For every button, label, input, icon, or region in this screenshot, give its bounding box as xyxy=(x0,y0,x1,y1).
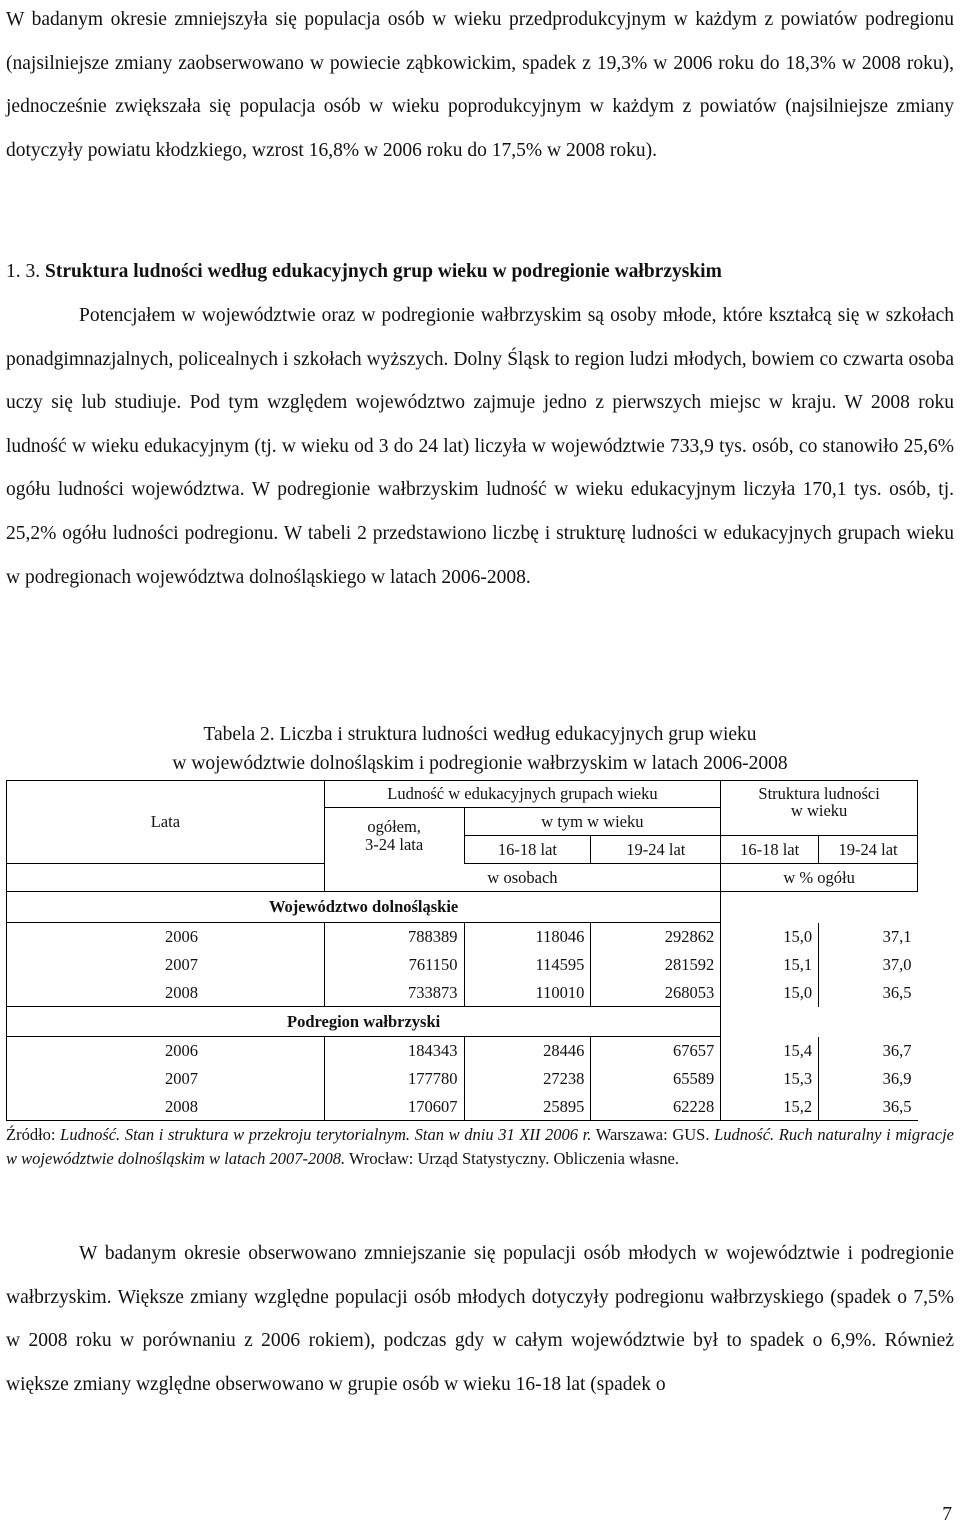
region-row-spacer xyxy=(721,1007,918,1037)
cell-19-24-percent: 37,1 xyxy=(882,926,912,946)
cell-19-24: 281592 xyxy=(591,951,721,979)
cell-19-24-percent: 36,5 xyxy=(882,982,912,1002)
cell-19-24: 67657 xyxy=(591,1037,721,1065)
paragraph-education-age: Potencjałem w województwie oraz w podregionie wałbrzyskim są osoby młode, które kształcą się w szkołach ponadgimnazjalnych, policealnych i szkołach wyższych. Dolny Śląsk to region ludzi młodych, bowiem co czwarta osoba uczy się lub studiuje. Pod tym względem województwo zajmuje jedno z pierwszych miejsc w kraju. W 2008 roku ludność w wieku edukacyjnym (tj. w wieku od 3 do 24 lat) liczyła w województwie 733,9 tys. osób, co stanowiło 25,6% ogółu ludności województwa. W podregionie wałbrzyskim ludność w wieku edukacyjnym liczyła 170,1 tys. osób, tj. 25,2% ogółu ludności podregionu. W tabeli 2 przedstawiono liczbę i strukturę ludności w edukacyjnych grupach wieku w podregionach województwa dolnośląskiego w latach 2006-2008. xyxy=(6,305,954,588)
cell-total: 184343 xyxy=(324,1037,464,1065)
cell-16-18-percent: 15,4 xyxy=(721,1037,819,1065)
cell-year: 2008 xyxy=(7,979,325,1007)
source-ref-1-publisher: Warszawa: GUS. xyxy=(595,1125,710,1144)
cell-19-24-percent: 36,7 xyxy=(882,1040,912,1060)
cell-16-18-percent: 15,2 xyxy=(721,1093,819,1121)
region-row-subregion: Podregion wałbrzyski xyxy=(7,1007,721,1037)
cell-19-24: 292862 xyxy=(591,923,721,951)
cell-16-18: 110010 xyxy=(464,979,591,1007)
header-group-population: Ludność w edukacyjnych grupach wieku xyxy=(324,781,721,808)
header-blank xyxy=(7,864,325,892)
header-19-24-percent: 19-24 lat xyxy=(819,836,918,864)
header-years: Lata xyxy=(7,781,325,864)
header-total-line-2: 3-24 lata xyxy=(365,834,424,854)
paragraph-population-change: W badanym okresie zmniejszyła się populacja osób w wieku przedprodukcyjnym w każdym z powiatów podregionu (najsilniejsze zmiany zaobserwowano w powiecie ząbkowickim, spadek z 19,3% w 2006 roku do 18,3% w 2008 roku), jednocześnie zwiększała się populacja osób w wieku poprodukcyjnym w każdym z powiatów (najsilniejsze zmiany dotyczyły powiatu kłodzkiego, wzrost 16,8% w 2006 roku do 17,5% w 2008 roku). xyxy=(6,9,954,161)
region-row-voivodeship: Województwo dolnośląskie xyxy=(7,892,721,923)
source-ref-2-title: Ludność. Ruch naturalny i migracje w województwie dolnośląskim w latach 2007-2008. xyxy=(6,1125,954,1168)
cell-16-18: 28446 xyxy=(464,1037,591,1065)
cell-16-18: 25895 xyxy=(464,1093,591,1121)
section-heading xyxy=(6,255,956,289)
source-label: Źródło: xyxy=(6,1125,56,1144)
cell-year: 2006 xyxy=(7,923,325,951)
cell-total: 733873 xyxy=(324,979,464,1007)
section-number: 1. 3. xyxy=(6,261,41,282)
cell-total: 170607 xyxy=(324,1093,464,1121)
header-total xyxy=(324,808,464,864)
table-caption-line-2: w województwie dolnośląskim i podregionie wałbrzyskim w latach 2006-2008 xyxy=(172,753,788,774)
header-16-18-percent: 16-18 lat xyxy=(721,836,819,864)
header-including: w tym w wieku xyxy=(464,808,721,836)
cell-16-18: 114595 xyxy=(464,951,591,979)
header-group-structure xyxy=(721,781,918,836)
education-population-table xyxy=(6,780,918,1121)
cell-year: 2007 xyxy=(7,951,325,979)
page-number: 7 xyxy=(942,1504,952,1525)
cell-total: 177780 xyxy=(324,1065,464,1093)
cell-year: 2008 xyxy=(7,1093,325,1121)
cell-16-18-percent: 15,1 xyxy=(721,951,819,979)
cell-year: 2006 xyxy=(7,1037,325,1065)
header-16-18: 16-18 lat xyxy=(464,836,591,864)
table-source-note xyxy=(6,1123,954,1171)
table-row xyxy=(7,1037,918,1065)
cell-16-18-percent: 15,3 xyxy=(721,1065,819,1093)
table-caption-line-1: Tabela 2. Liczba i struktura ludności według edukacyjnych grup wieku xyxy=(203,724,757,745)
cell-19-24: 62228 xyxy=(591,1093,721,1121)
table-caption xyxy=(0,720,960,778)
header-total-line-1: ogółem, xyxy=(367,817,421,837)
cell-19-24-percent: 36,9 xyxy=(882,1068,912,1088)
section-title: Struktura ludności według edukacyjnych grup wieku w podregionie wałbrzyskim xyxy=(45,261,722,282)
cell-16-18: 27238 xyxy=(464,1065,591,1093)
cell-19-24-percent: 37,0 xyxy=(882,954,912,974)
source-ref-2-publisher: Wrocław: Urząd Statystyczny. Obliczenia własne. xyxy=(349,1149,679,1168)
table-row xyxy=(7,923,918,951)
header-group-structure-line-2: w wieku xyxy=(790,801,848,821)
cell-year: 2007 xyxy=(7,1065,325,1093)
header-group-structure-line-1: Struktura ludności xyxy=(758,784,880,803)
table-row xyxy=(7,951,918,979)
region-row-spacer xyxy=(721,892,918,923)
cell-total: 788389 xyxy=(324,923,464,951)
cell-total: 761150 xyxy=(324,951,464,979)
cell-19-24-percent: 36,5 xyxy=(819,1093,918,1121)
paragraph-young-population-decline: W badanym okresie obserwowano zmniejszanie się populacji osób młodych w województwie i podregionie wałbrzyskim. Większe zmiany względne populacji osób młodych dotyczyły podregionu wałbrzyskiego (spadek o 7,5% w 2008 roku w porównaniu z 2006 rokiem), podczas gdy w całym województwie był to spadek o 6,9%. Również większe zmiany względne obserwowano w grupie osób w wieku 16-18 lat (spadek o xyxy=(6,1243,954,1395)
cell-19-24: 65589 xyxy=(591,1065,721,1093)
header-unit-percent: w % ogółu xyxy=(721,864,918,892)
table-row xyxy=(7,1065,918,1093)
header-unit-persons: w osobach xyxy=(324,864,721,892)
cell-19-24: 268053 xyxy=(591,979,721,1007)
source-ref-1-title: Ludność. Stan i struktura w przekroju terytorialnym. Stan w dniu 31 XII 2006 r. xyxy=(60,1125,592,1144)
cell-16-18-percent: 15,0 xyxy=(721,923,819,951)
table-row xyxy=(7,1093,918,1121)
table-row xyxy=(7,979,918,1007)
header-19-24: 19-24 lat xyxy=(591,836,721,864)
cell-16-18-percent: 15,0 xyxy=(721,979,819,1007)
cell-16-18: 118046 xyxy=(464,923,591,951)
